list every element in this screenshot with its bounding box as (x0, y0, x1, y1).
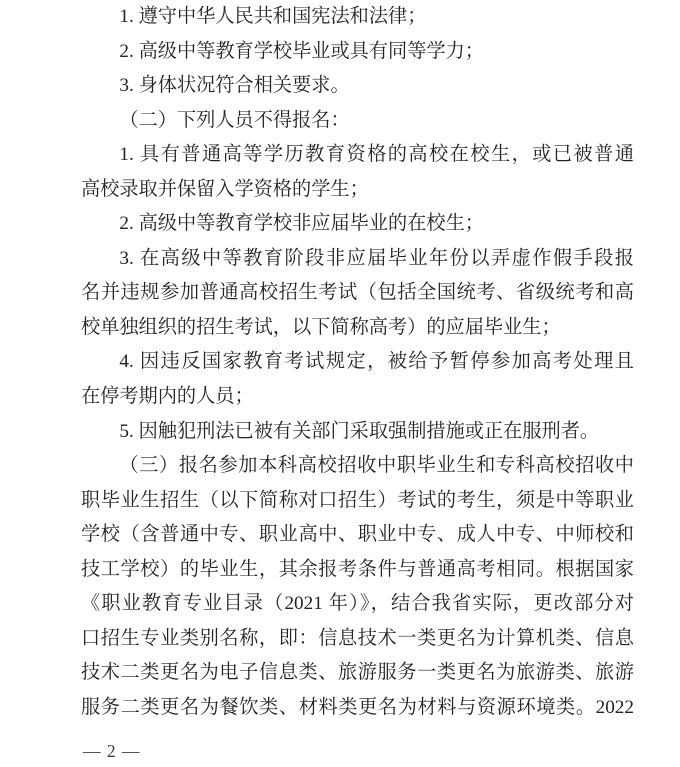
text-line: 技术二类更名为电子信息类、旅游服务一类更名为旅游类、旅游 (81, 662, 634, 684)
text-line: 《职业教育专业目录（2021 年）》，结合我省实际，更改部分对 (81, 593, 634, 615)
text-line: 2. 高级中等教育学校毕业或具有同等学力； (119, 40, 484, 62)
page-number: — 2 — (83, 741, 141, 761)
text-line: 服务二类更名为餐饮类、材料类更名为材料与资源环境类。2022 (81, 696, 634, 718)
text-line: （三）报名参加本科高校招收中职毕业生和专科高校招收中 (119, 455, 634, 477)
text-line: 5. 因触犯刑法已被有关部门采取强制措施或正在服刑者。 (119, 420, 600, 442)
text-line: 职毕业生招生（以下简称对口招生）考试的考生，须是中等职业 (81, 489, 634, 511)
text-line: 在停考期内的人员； (81, 386, 254, 408)
text-line: 口招生专业类别名称，即：信息技术一类更名为计算机类、信息 (81, 627, 634, 649)
text-line: 技工学校）的毕业生，其余报考条件与普通高考相同。根据国家 (81, 558, 634, 580)
text-line: 1. 遵守中华人民共和国宪法和法律； (119, 6, 427, 27)
text-line: 1. 具有普通高等学历教育资格的高校在校生，或已被普通 (119, 144, 634, 166)
text-line: 名并违规参加普通高校招生考试（包括全国统考、省级统考和高 (81, 282, 634, 304)
text-line: 3. 在高级中等教育阶段非应届毕业年份以弄虚作假手段报 (119, 247, 634, 269)
text-line: 学校（含普通中专、职业高中、职业中专、成人中专、中师校和 (81, 524, 634, 546)
text-line: 2. 高级中等教育学校非应届毕业的在校生； (119, 213, 484, 235)
text-line: 高校录取并保留入学资格的学生； (81, 178, 369, 200)
text-line: 4. 因违反国家教育考试规定，被给予暂停参加高考处理且 (119, 351, 634, 373)
text-line: 3. 身体状况符合相关要求。 (119, 75, 350, 97)
document-body (81, 0, 634, 725)
text-line: 校单独组织的招生考试，以下简称高考）的应届毕业生； (81, 316, 561, 338)
text-line: （二）下列人员不得报名： (119, 109, 350, 131)
